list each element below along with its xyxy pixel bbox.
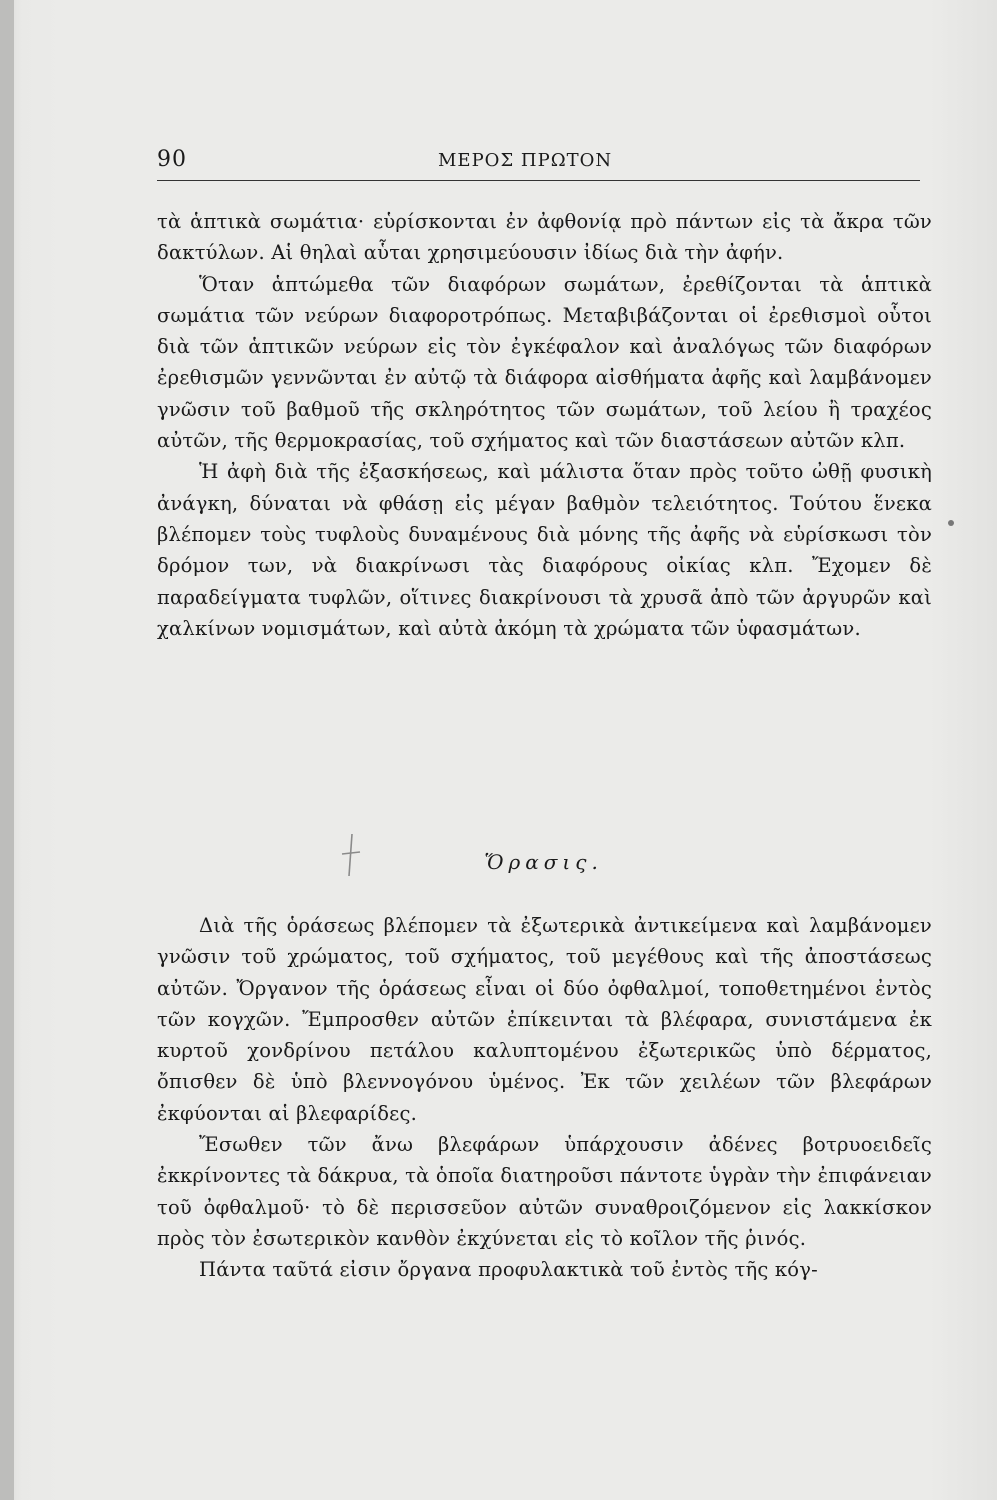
- paragraph: Ἔσωθεν τῶν ἄνω βλεφάρων ὑπάρχουσιν ἀδένες βοτρυοειδεῖς ἐκκρίνοντες τὰ δάκρυα, τὰ ὁποῖα διατηροῦσι πάντοτε ὑγρὰν τὴν ἐπιφάνειαν τοῦ ὀφθαλμοῦ· τὸ δὲ περισσεῦον αὐτῶν συναθροιζόμενον εἰς λακκίσκον πρὸς τὸν ἐσωτερικὸν κανθὸν ἐκχύνεται εἰς τὸ κοῖλον τῆς ῥινός.: [157, 1133, 932, 1250]
- paragraph: Ὅταν ἁπτώμεθα τῶν διαφόρων σωμάτων, ἐρεθίζονται τὰ ἁπτικὰ σωμάτια τῶν νεύρων διαφοροτρόπως. Μεταβιβάζονται οἱ ἐρεθισμοὶ οὗτοι διὰ τῶν ἁπτικῶν νεύρων εἰς τὸν ἐγκέφαλον καὶ ἀναλόγως τῶν διαφόρων ἐρεθισμῶν γεννῶνται ἐν αὐτῷ τὰ διάφορα αἰσθήματα ἀφῆς καὶ λαμβάνομεν γνῶσιν τοῦ βαθμοῦ τῆς σκληρότητος τῶν σωμάτων, τοῦ λείου ἢ τραχέος αὐτῶν, τῆς θερμοκρασίας, τοῦ σχήματος καὶ τῶν διαστάσεων αὐτῶν κλπ.: [157, 272, 932, 453]
- margin-dot: [948, 520, 954, 526]
- header-rule: [157, 180, 920, 181]
- body-text-top: [157, 206, 932, 644]
- paragraph: Πάντα ταῦτά εἰσιν ὄργανα προφυλακτικὰ τοῦ ἐντὸς τῆς κόγ-: [199, 1258, 818, 1282]
- section-heading: Ὅρασις.: [484, 850, 603, 874]
- page-binding-edge: [0, 0, 14, 1500]
- paragraph: Ἡ ἀφὴ διὰ τῆς ἐξασκήσεως, καὶ μάλιστα ὅταν πρὸς τοῦτο ὠθῇ φυσικὴ ἀνάγκη, δύναται νὰ φθάσῃ εἰς μέγαν βαθμὸν τελειότητος. Τούτου ἕνεκα βλέπομεν τοὺς τυφλοὺς δυναμένους διὰ μόνης τῆς ἀφῆς νὰ εὑρίσκωσι τὸν δρόμον των, νὰ διακρίνωσι τὰς διαφόρους οἰκίας κλπ. Ἔχομεν δὲ παραδείγματα τυφλῶν, οἵτινες διακρίνουσι τὰ χρυσᾶ ἀπὸ τῶν ἀργυρῶν καὶ χαλκίνων νομισμάτων, καὶ αὐτὰ ἀκόμη τὰ χρώματα τῶν ὑφασμάτων.: [157, 460, 932, 640]
- running-head: ΜΕΡΟΣ ΠΡΩΤΟΝ: [438, 150, 613, 171]
- paragraph: τὰ ἁπτικὰ σωμάτια· εὑρίσκονται ἐν ἀφθονίᾳ πρὸ πάντων εἰς τὰ ἄκρα τῶν δακτύλων. Αἱ θηλαὶ αὗται χρησιμεύουσιν ἰδίως διὰ τὴν ἀφήν.: [157, 210, 932, 265]
- paragraph: Διὰ τῆς ὁράσεως βλέπομεν τὰ ἐξωτερικὰ ἀντικείμενα καὶ λαμβάνομεν γνῶσιν τοῦ χρώματος, τοῦ σχήματος, τοῦ μεγέθους καὶ τῆς ἀποστάσεως αὐτῶν. Ὄργανον τῆς ὁράσεως εἶναι οἱ δύο ὀφθαλμοί, τοποθετημένοι ἐντὸς τῶν κογχῶν. Ἔμπροσθεν αὐτῶν ἐπίκεινται τὰ βλέφαρα, συνιστάμενα ἐκ κυρτοῦ χονδρίνου πετάλου καλυπτομένου ἐξωτερικῶς ὑπὸ δέρματος, ὄπισθεν δὲ ὑπὸ βλεννογόνου ὑμένος. Ἐκ τῶν χειλέων τῶν βλεφάρων ἐκφύονται αἱ βλεφαρίδες.: [157, 914, 932, 1125]
- body-text-bottom: [157, 910, 932, 1286]
- page-number: 90: [157, 147, 187, 172]
